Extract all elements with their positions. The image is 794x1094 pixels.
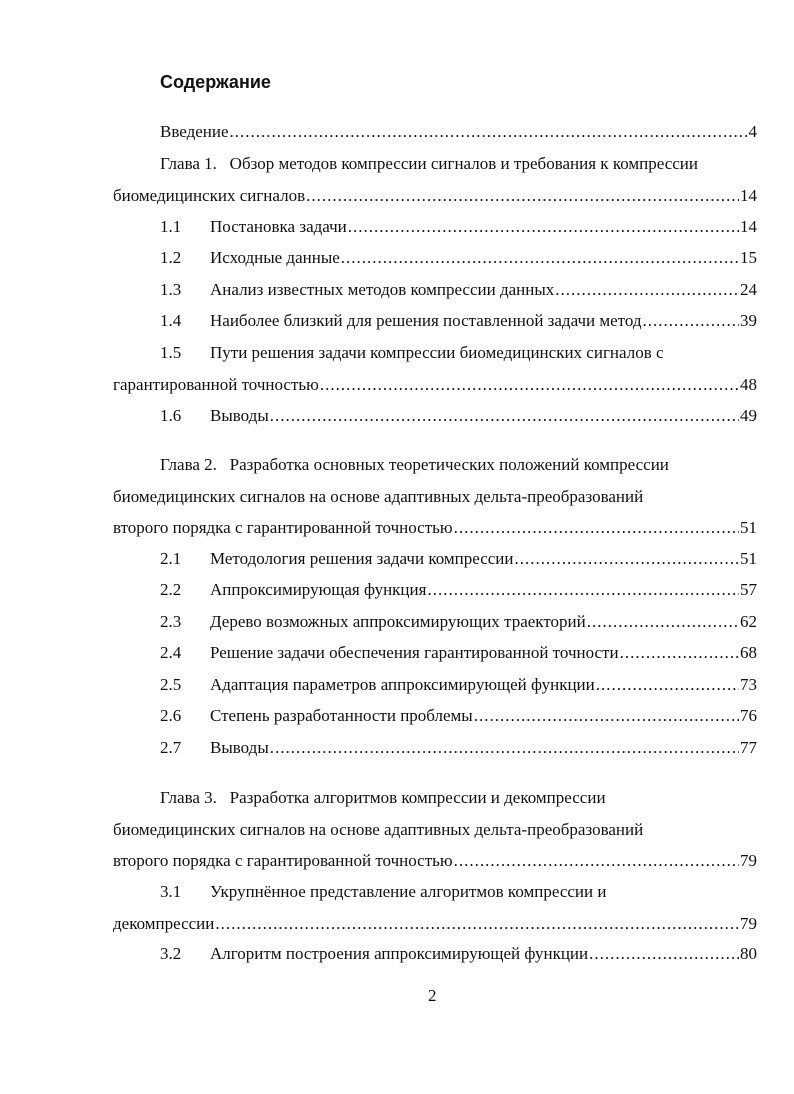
toc-entry (160, 675, 757, 695)
section-number: 3.2 (160, 944, 182, 963)
entry-page: 49 (740, 406, 757, 425)
entry-title: Исходные данные (210, 248, 340, 267)
entry-page: 24 (740, 280, 757, 299)
dot-leader (320, 375, 739, 395)
dot-leader (270, 406, 739, 426)
section-number: 2.5 (160, 675, 182, 694)
entry-page: 57 (740, 580, 757, 599)
page-title: Содержание (160, 72, 271, 92)
toc-entry (160, 612, 757, 632)
entry-title: Введение (160, 122, 229, 141)
entry-page: 15 (740, 248, 757, 267)
section-number: 2.3 (160, 612, 182, 631)
dot-leader (454, 518, 739, 538)
dot-leader (215, 914, 739, 934)
section-number: 2.4 (160, 643, 182, 662)
dot-leader (230, 122, 748, 142)
entry-title: Аппроксимирующая функция (210, 580, 427, 599)
toc-entry (160, 406, 757, 426)
entry-page: 14 (740, 185, 757, 205)
toc-entry (160, 343, 664, 363)
toc-entry (113, 820, 643, 840)
section-number: 1.6 (160, 406, 182, 425)
toc-entry (113, 914, 757, 934)
entry-page: 48 (740, 374, 757, 394)
section-number: 2.2 (160, 580, 182, 599)
section-number: 2.1 (160, 549, 182, 568)
entry-page: 51 (740, 549, 757, 568)
entry-page: 39 (740, 311, 757, 330)
entry-title: Выводы (210, 406, 269, 425)
toc-entry (113, 487, 643, 507)
entry-page: 79 (740, 851, 757, 870)
section-number: 3.1 (160, 882, 182, 901)
toc-entry (160, 944, 757, 964)
entry-page: 14 (740, 217, 757, 236)
section-number: 2.6 (160, 706, 182, 725)
dot-leader (270, 738, 739, 758)
section-number: 1.4 (160, 311, 182, 330)
entry-title: Дерево возможных аппроксимирующих траекторий (210, 612, 586, 631)
entry-title: Укрупнённое представление алгоритмов компрессии и (210, 882, 607, 901)
toc-entry (160, 706, 757, 726)
entry-title: гарантированной точностью (113, 374, 319, 394)
entry-page: 4 (748, 122, 757, 141)
toc-entry (113, 375, 757, 395)
toc-entry (113, 518, 757, 538)
entry-title: Пути решения задачи компрессии биомедицинских сигналов с (210, 343, 664, 362)
entry-page: 77 (740, 738, 757, 757)
section-number: 1.5 (160, 343, 182, 362)
dot-leader (596, 675, 739, 695)
dot-leader (341, 248, 739, 268)
toc-entry (160, 580, 757, 600)
entry-title: Методология решения задачи компрессии (210, 549, 514, 568)
dot-leader (587, 612, 739, 632)
page-number: 2 (428, 986, 437, 1005)
toc-entry (113, 851, 757, 871)
entry-title: Решение задачи обеспечения гарантированной точности (210, 643, 619, 662)
toc-entry (160, 738, 757, 758)
dot-leader (555, 280, 739, 300)
entry-title: биомедицинских сигналов (113, 185, 306, 205)
entry-page: 62 (740, 612, 757, 631)
entry-title: второго порядка с гарантированной точностью (113, 851, 453, 870)
section-number: 1.2 (160, 248, 182, 267)
dot-leader (306, 186, 739, 206)
entry-title: второго порядка с гарантированной точностью (113, 518, 453, 537)
toc-entry (160, 122, 757, 142)
toc-entry (160, 788, 606, 808)
entry-title: Степень разработанности проблемы (210, 706, 473, 725)
toc-entry (160, 280, 757, 300)
entry-page: 73 (740, 675, 757, 694)
dot-leader (589, 944, 739, 964)
toc-entry (160, 882, 606, 902)
toc-entry (160, 643, 757, 663)
entry-page: 68 (740, 643, 757, 662)
toc-entry (160, 154, 698, 174)
entry-title: Глава 2. Разработка основных теоретических положений компрессии (160, 455, 669, 474)
entry-title: Постановка задачи (210, 217, 347, 236)
toc-entry (160, 248, 757, 268)
entry-title: Адаптация параметров аппроксимирующей функции (210, 675, 595, 694)
entry-page: 51 (740, 518, 757, 537)
toc-entry (160, 217, 757, 237)
entry-title: Выводы (210, 738, 269, 757)
entry-title: биомедицинских сигналов на основе адаптивных дельта-преобразований (113, 486, 644, 506)
section-number: 2.7 (160, 738, 182, 757)
entry-title: Алгоритм построения аппроксимирующей функции (210, 944, 589, 963)
dot-leader (620, 643, 739, 663)
dot-leader (474, 706, 739, 726)
entry-title: Глава 1. Обзор методов компрессии сигналов и требования к компрессии (160, 154, 698, 173)
toc-entry (113, 186, 757, 206)
entry-page: 79 (740, 913, 757, 933)
dot-leader (348, 217, 739, 237)
entry-page: 76 (740, 706, 757, 725)
entry-title: Глава 3. Разработка алгоритмов компрессии и декомпрессии (160, 788, 606, 807)
section-number: 1.1 (160, 217, 182, 236)
toc-entry (160, 455, 669, 475)
entry-title: Наиболее близкий для решения поставленной задачи метод (210, 311, 642, 330)
dot-leader (454, 851, 739, 871)
dot-leader (427, 580, 739, 600)
toc-entry (160, 311, 757, 331)
entry-title: Анализ известных методов компрессии данных (210, 280, 555, 299)
entry-title: биомедицинских сигналов на основе адаптивных дельта-преобразований (113, 819, 644, 839)
dot-leader (515, 549, 739, 569)
section-number: 1.3 (160, 280, 182, 299)
entry-page: 80 (740, 944, 757, 963)
entry-title: декомпрессии (113, 913, 215, 933)
dot-leader (643, 311, 739, 331)
toc-entry (160, 549, 757, 569)
